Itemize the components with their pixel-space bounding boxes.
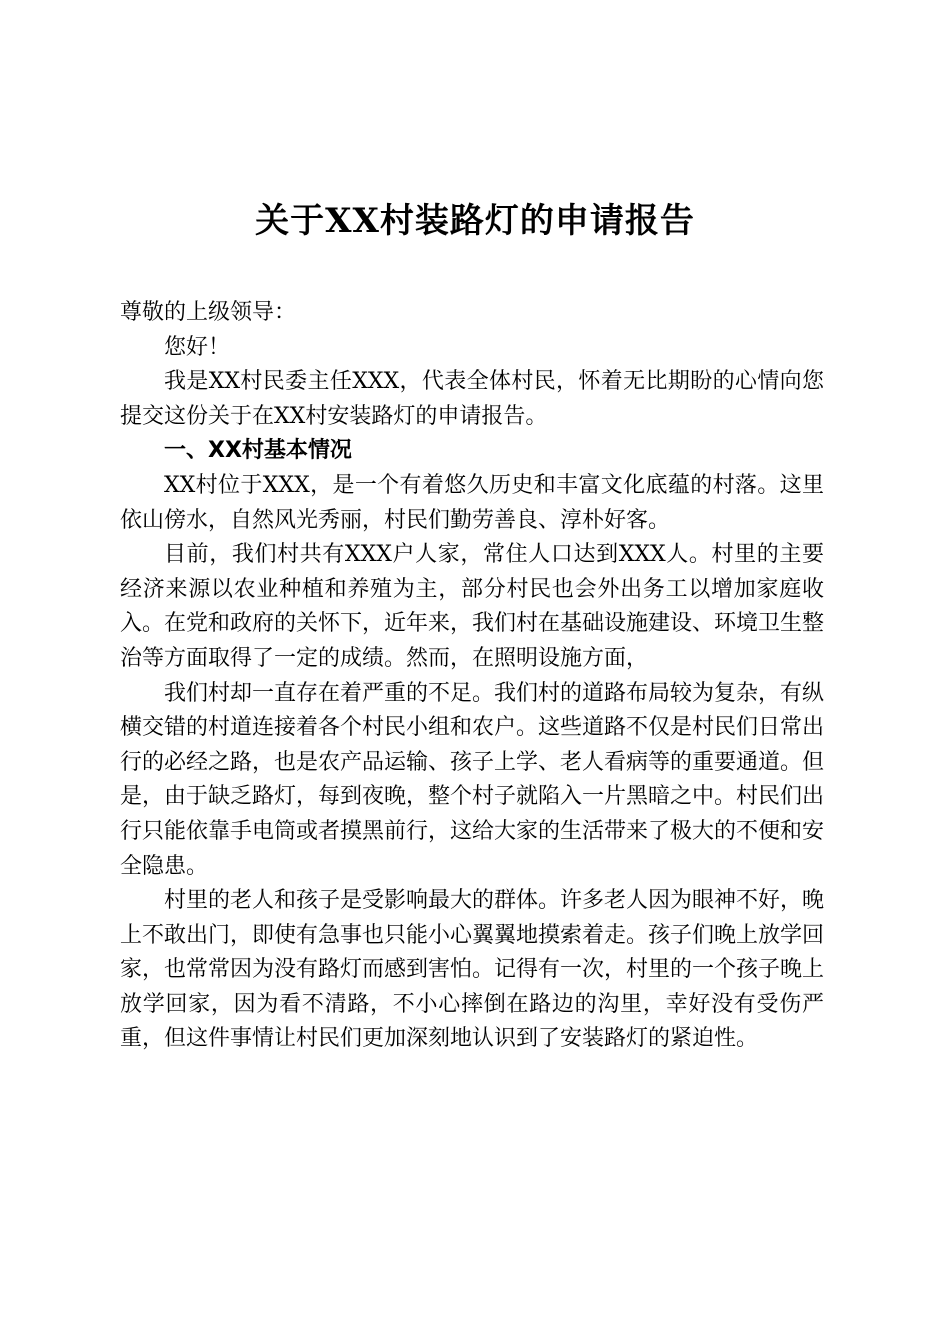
document-body — [120, 296, 824, 1057]
salutation: 尊敬的上级领导： — [120, 300, 297, 325]
body-paragraph: 目前，我们村共有XXX户人家，常住人口达到XXX人。村里的主要经济来源以农业种植和养殖为主，部分村民也会外出务工以增加家庭收入。在党和政府的关怀下，近年来，我们村在基础设施建设、环境卫生整治等方面取得了一定的成绩。然而，在照明设施方面， — [120, 542, 825, 671]
body-paragraph: 村里的老人和孩子是受影响最大的群体。许多老人因为眼神不好，晚上不敢出门，即使有急事也只能小心翼翼地摸索着走。孩子们晚上放学回家，也常常因为没有路灯而感到害怕。记得有一次，村里的一个孩子晚上放学回家，因为看不清路，不小心摔倒在路边的沟里，幸好没有受伤严重，但这件事情让村民们更加深刻地认识到了安装路灯的紧迫性。 — [120, 888, 825, 1052]
document-title: 关于XX村装路灯的申请报告 — [255, 201, 695, 241]
section-heading: 一、XX村基本情况 — [164, 438, 352, 464]
body-paragraph: XX村位于XXX，是一个有着悠久历史和丰富文化底蕴的村落。这里依山傍水，自然风光秀丽，村民们勤劳善良、淳朴好客。 — [120, 472, 824, 533]
intro-paragraph: 我是XX村民委主任XXX，代表全体村民，怀着无比期盼的心情向您提交这份关于在XX村安装路灯的申请报告。 — [120, 369, 824, 429]
greeting: 您好！ — [164, 334, 231, 360]
body-paragraph: 我们村却一直存在着严重的不足。我们村的道路布局较为复杂，有纵横交错的村道连接着各个村民小组和农户。这些道路不仅是村民们日常出行的必经之路，也是农产品运输、孩子上学、老人看病等的重要通道。但是，由于缺乏路灯，每到夜晚，整个村子就陷入一片黑暗之中。村民们出行只能依靠手电筒或者摸黑前行，这给大家的生活带来了极大的不便和安全隐患。 — [120, 680, 825, 879]
